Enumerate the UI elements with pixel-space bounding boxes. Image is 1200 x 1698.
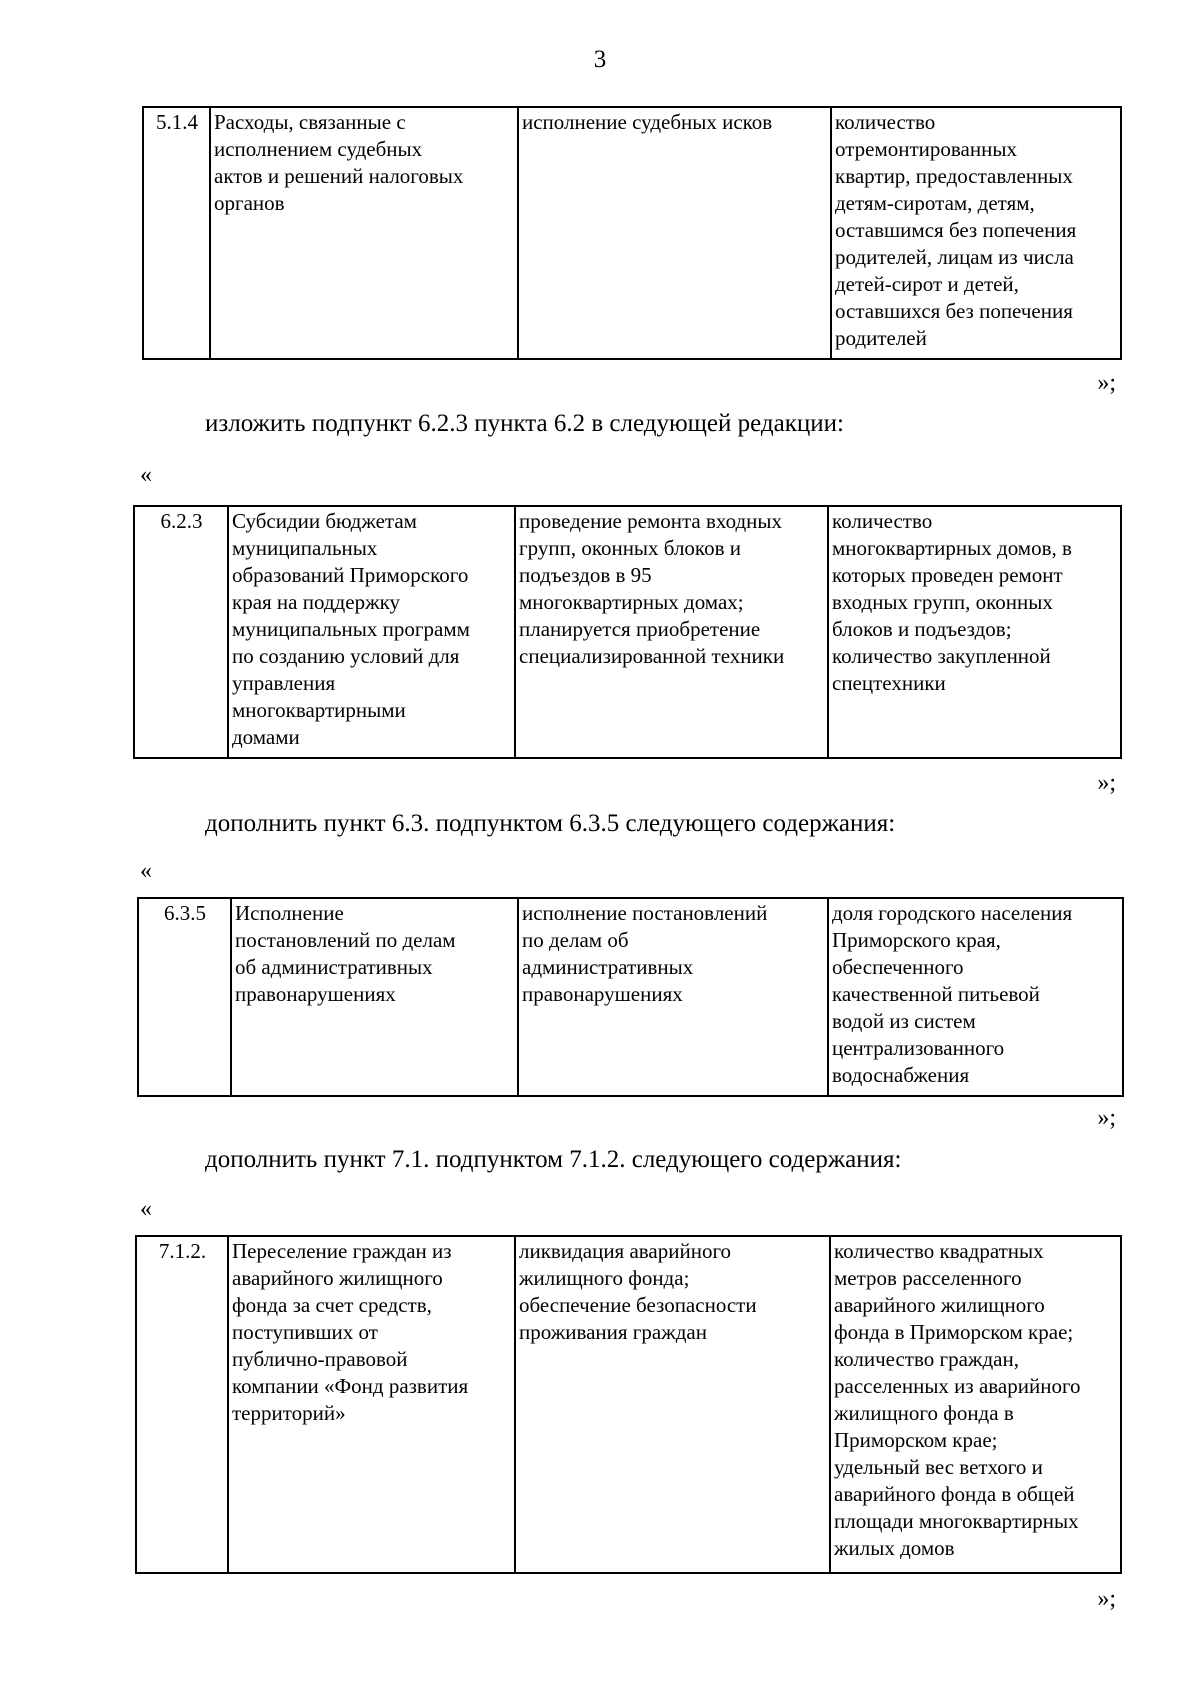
table-6-3-5 — [137, 897, 1124, 1097]
row-action: исполнение судебных исков — [518, 107, 831, 359]
closing-quote: »; — [1097, 1586, 1116, 1612]
row-indicator: количество отремонтированных квартир, предоставленных детям-сиротам, детям, оставшимся без попечения родителей, лицам из числа детей-сирот и детей, оставшихся без попечения родителей — [831, 107, 1121, 359]
row-number: 5.1.4 — [143, 107, 210, 359]
closing-quote: »; — [1097, 1105, 1116, 1131]
instruction-text: изложить подпункт 6.2.3 пункта 6.2 в следующей редакции: — [205, 410, 844, 437]
row-indicator: количество квадратных метров расселенного аварийного жилищного фонда в Приморском крае; количество граждан, расселенных из аварийного жилищного фонда в Приморском крае; удельный вес ветхого и аварийного фонда в общей площади многоквартирных жилых домов — [830, 1236, 1121, 1573]
row-action: проведение ремонта входных групп, оконных блоков и подъездов в 95 многоквартирных домах; планируется приобретение специализированной техники — [515, 506, 828, 758]
row-name: Субсидии бюджетам муниципальных образований Приморского края на поддержку муниципальных программ по созданию условий для управления многоквартирными домами — [228, 506, 515, 758]
row-action: исполнение постановлений по делам об административных правонарушениях — [518, 898, 828, 1096]
opening-quote: « — [140, 858, 152, 884]
instruction-text: дополнить пункт 7.1. подпунктом 7.1.2. следующего содержания: — [205, 1146, 902, 1173]
table-5-1-4 — [142, 106, 1122, 360]
row-indicator: доля городского населения Приморского края, обеспеченного качественной питьевой водой из систем централизованного водоснабжения — [828, 898, 1123, 1096]
row-name: Исполнение постановлений по делам об административных правонарушениях — [231, 898, 518, 1096]
row-number: 6.2.3 — [134, 506, 228, 758]
row-number: 7.1.2. — [136, 1236, 228, 1573]
row-action: ликвидация аварийного жилищного фонда; обеспечение безопасности проживания граждан — [515, 1236, 830, 1573]
table-row — [143, 107, 1121, 359]
page-number: 3 — [593, 46, 607, 73]
closing-quote: »; — [1097, 770, 1116, 796]
opening-quote: « — [140, 1196, 152, 1222]
row-number: 6.3.5 — [138, 898, 231, 1096]
table-row — [134, 506, 1121, 758]
table-row — [138, 898, 1123, 1096]
opening-quote: « — [140, 462, 152, 488]
table-6-2-3 — [133, 505, 1122, 759]
row-name: Расходы, связанные с исполнением судебных актов и решений налоговых органов — [210, 107, 518, 359]
table-row — [136, 1236, 1121, 1573]
closing-quote: »; — [1097, 370, 1116, 396]
row-name: Переселение граждан из аварийного жилищного фонда за счет средств, поступивших от публично-правовой компании «Фонд развития территорий» — [228, 1236, 515, 1573]
table-7-1-2 — [135, 1235, 1122, 1574]
row-indicator: количество многоквартирных домов, в которых проведен ремонт входных групп, оконных блоков и подъездов; количество закупленной спецтехники — [828, 506, 1121, 758]
instruction-text: дополнить пункт 6.3. подпунктом 6.3.5 следующего содержания: — [205, 810, 896, 837]
